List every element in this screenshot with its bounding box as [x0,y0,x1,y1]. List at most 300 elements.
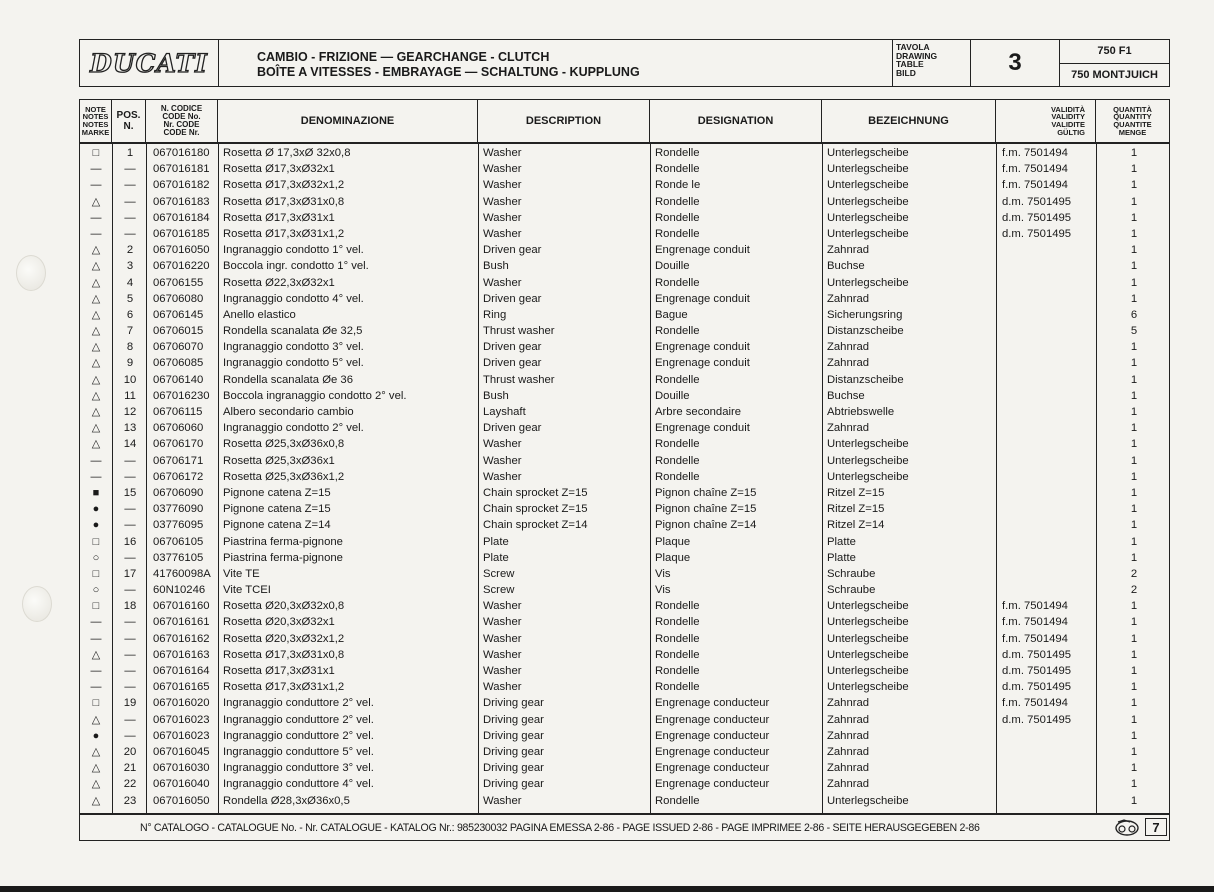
row-bezeichnung: Unterlegscheibe [827,681,909,694]
row-position: 11 [124,389,136,402]
row-part-code: 41760098A [153,567,211,580]
col-quantity-label: QUANTITE [1113,120,1152,129]
row-designation: Plaque [655,535,691,548]
row-denominazione: Pignone catena Z=14 [223,519,331,532]
row-note-symbol: — [90,632,102,645]
logo-cell [80,40,219,86]
row-denominazione: Ingranaggio conduttore 2° vel. [223,697,374,710]
row-position: 5 [126,292,134,305]
row-bezeichnung: Zahnrad [827,357,870,370]
title-line-1: CAMBIO - FRIZIONE — GEARCHANGE - CLUTCH [257,50,550,64]
page-title [219,40,893,86]
col-notes-label: NOTE [85,104,106,114]
row-description: Washer [483,179,522,192]
row-designation: Pignon chaîne Z=14 [655,519,757,532]
row-description: Washer [483,147,522,159]
row-part-code: 06706155 [153,276,204,289]
row-note-symbol: △ [91,389,101,402]
row-description: Screw [483,584,515,597]
row-validity: f.m. 7501494 [1002,163,1068,176]
col-code-label: N. CODICE [160,104,203,113]
row-description: Bush [483,389,509,402]
row-bezeichnung: Zahnrad [827,244,870,257]
row-part-code: 06706070 [153,341,204,354]
row-position: 18 [123,600,137,613]
row-description: Washer [483,438,522,451]
row-denominazione: Rosetta Ø20,3xØ32x1 [223,616,335,629]
row-bezeichnung: Sicherungsring [827,308,903,321]
row-position: — [124,551,136,564]
table-row [80,695,1169,711]
row-description: Washer [483,648,522,661]
row-description: Washer [483,632,522,645]
row-quantity: 1 [1130,147,1138,159]
row-position: 4 [126,276,134,289]
row-note-symbol: △ [91,745,101,758]
row-validity: d.m. 7501495 [1002,195,1072,208]
col-quantity-label: MENGE [1118,127,1147,137]
row-part-code: 067016161 [153,616,210,629]
row-position: 2 [126,244,134,257]
col-validity-label: VALIDITY [1051,112,1085,122]
row-quantity: 2 [1130,584,1138,597]
table-number: 3 [971,40,1060,86]
row-position: — [124,470,136,483]
table-row [80,679,1169,695]
row-bezeichnung: Buchse [827,260,865,273]
row-position: — [124,503,136,516]
header-rule [80,142,1169,144]
row-quantity: 1 [1130,341,1138,354]
row-part-code: 067016182 [153,179,210,192]
table-row [80,323,1169,339]
table-row [80,744,1169,760]
row-quantity: 1 [1130,211,1138,224]
row-position: — [124,616,136,629]
row-quantity: 1 [1130,729,1138,742]
table-row [80,534,1169,550]
row-denominazione: Albero secondario cambio [223,406,354,418]
row-description: Washer [483,163,522,176]
row-position: — [124,713,136,726]
row-bezeichnung: Unterlegscheibe [827,227,909,240]
row-description: Washer [483,276,522,289]
row-designation: Pignon chaîne Z=15 [655,486,757,499]
row-note-symbol: △ [91,244,101,257]
table-label-en: DRAWING [896,50,938,61]
row-note-symbol: △ [91,276,101,289]
row-designation: Bague [655,308,688,321]
row-bezeichnung: Zahnrad [827,745,870,758]
row-position: — [124,519,136,532]
row-designation: Engrenage conducteur [655,745,770,758]
row-denominazione: Vite TE [223,567,260,580]
row-note-symbol: — [90,227,102,240]
col-notes-label: NOTES [82,120,109,129]
row-denominazione: Ingranaggio condotto 3° vel. [223,341,364,354]
row-designation: Engrenage conducteur [655,762,770,775]
row-part-code: 067016040 [153,778,210,791]
row-position: — [124,648,136,661]
row-designation: Engrenage conduit [655,341,750,354]
row-part-code: 06706090 [153,486,204,499]
row-position: 19 [123,697,137,710]
row-bezeichnung: Unterlegscheibe [827,163,909,176]
row-position: — [124,665,136,677]
col-quantity [1096,100,1169,142]
row-designation: Rondelle [655,227,700,240]
row-designation: Pignon chaîne Z=15 [655,503,757,516]
table-row [80,436,1169,452]
row-note-symbol: △ [91,292,101,305]
col-denominazione: DENOMINAZIONE [218,100,478,142]
row-part-code: 06706105 [153,535,204,548]
row-position: 21 [123,762,137,775]
row-position: 7 [126,325,134,338]
row-description: Driven gear [483,292,542,305]
row-position: — [124,195,136,208]
row-bezeichnung: Platte [827,551,856,564]
row-description: Driven gear [483,341,542,354]
table-row [80,582,1169,598]
row-bezeichnung: Ritzel Z=14 [827,519,885,532]
row-description: Washer [483,616,522,629]
table-row [80,517,1169,533]
scan-edge [0,886,1214,892]
row-denominazione: Rondella scanalata Øe 32,5 [223,325,363,338]
table-row [80,258,1169,274]
catalog-header [79,39,1170,87]
row-designation: Rondelle [655,373,700,386]
row-part-code: 60N10246 [153,584,206,597]
row-denominazione: Ingranaggio conduttore 4° vel. [223,778,374,791]
row-part-code: 06706145 [153,308,204,321]
row-note-symbol: □ [92,697,100,710]
row-description: Chain sprocket Z=15 [483,503,588,516]
row-part-code: 06706060 [153,422,204,435]
row-denominazione: Ingranaggio conduttore 3° vel. [223,762,374,775]
table-label [893,40,971,86]
row-part-code: 06706080 [153,292,204,305]
row-bezeichnung: Platte [827,535,856,548]
row-designation: Rondelle [655,600,700,613]
row-designation: Vis [655,567,671,580]
row-part-code: 067016181 [153,163,210,176]
table-row [80,388,1169,404]
row-description: Washer [483,600,522,613]
row-note-symbol: — [90,179,102,192]
row-quantity: 1 [1130,486,1138,499]
col-pos-label: POS. [116,110,141,121]
catalog-footer-text: N° CATALOGO - CATALOGUE No. - Nr. CATALOGUE - KATALOG Nr.: 985230032 PAGINA EMESSA 2-86 - PAGE ISSUED 2-86 - PAGE IMPRIMEE 2-86 - SEITE HERAUSGEGEBEN 2-86 [140,822,980,834]
row-validity: d.m. 7501495 [1002,227,1072,240]
row-quantity: 1 [1130,616,1138,629]
table-row [80,161,1169,177]
row-note-symbol: — [90,211,102,224]
table-row [80,275,1169,291]
row-designation: Rondelle [655,163,700,176]
row-bezeichnung: Unterlegscheibe [827,276,909,289]
row-note-symbol: ■ [92,486,100,499]
row-validity: d.m. 7501495 [1002,665,1072,677]
col-code [146,100,218,142]
row-bezeichnung: Unterlegscheibe [827,600,909,613]
row-position: 16 [123,535,137,548]
row-quantity: 1 [1130,244,1138,257]
row-note-symbol: ● [92,729,100,742]
row-denominazione: Rosetta Ø17,3xØ32x1 [223,163,335,176]
row-denominazione: Pignone catena Z=15 [223,486,331,499]
row-denominazione: Rosetta Ø17,3xØ32x1,2 [223,179,345,192]
row-denominazione: Rosetta Ø17,3xØ31x1,2 [223,681,345,694]
row-note-symbol: — [90,454,102,467]
row-position: 17 [123,567,137,580]
row-position: 23 [123,794,137,807]
row-part-code: 067016180 [153,147,210,159]
model-cell [1060,40,1169,86]
row-note-symbol: △ [91,373,101,386]
row-part-code: 067016023 [153,729,210,742]
row-bezeichnung: Unterlegscheibe [827,648,909,661]
row-position: 15 [123,486,137,499]
row-note-symbol: △ [91,794,101,807]
row-part-code: 06706115 [153,406,203,418]
row-quantity: 1 [1130,535,1138,548]
row-designation: Rondelle [655,276,700,289]
row-validity: f.m. 7501494 [1002,147,1068,159]
model-montjuich: 750 MONTJUICH [1071,68,1158,81]
row-description: Driving gear [483,729,544,742]
row-designation: Plaque [655,551,691,564]
row-description: Driven gear [483,357,542,370]
row-denominazione: Rosetta Ø 17,3xØ 32x0,8 [223,147,351,159]
row-description: Washer [483,195,522,208]
row-quantity: 1 [1130,713,1138,726]
table-row [80,291,1169,307]
row-part-code: 06706171 [153,454,204,467]
row-quantity: 1 [1130,697,1138,710]
motorcycle-engine-icon [1113,818,1141,838]
row-bezeichnung: Schraube [827,584,876,597]
row-designation: Engrenage conduit [655,422,750,435]
row-part-code: 067016185 [153,227,210,240]
table-row [80,712,1169,728]
row-quantity: 1 [1130,292,1138,305]
row-part-code: 067016162 [153,632,210,645]
row-description: Driven gear [483,422,542,435]
row-note-symbol: — [90,163,102,176]
row-designation: Engrenage conducteur [655,713,770,726]
table-row [80,631,1169,647]
row-validity: d.m. 7501495 [1002,681,1072,694]
row-quantity: 1 [1130,195,1138,208]
row-quantity: 1 [1130,373,1138,386]
row-bezeichnung: Unterlegscheibe [827,616,909,629]
table-row [80,598,1169,614]
col-validity-label: GÜLTIG [1057,127,1085,137]
row-denominazione: Anello elastico [223,308,296,321]
row-denominazione: Rosetta Ø17,3xØ31x0,8 [223,195,345,208]
parts-table [79,99,1170,841]
row-position: — [124,632,136,645]
row-bezeichnung: Unterlegscheibe [827,211,909,224]
row-denominazione: Boccola ingr. condotto 1° vel. [223,260,369,273]
row-part-code: 06706085 [153,357,204,370]
row-position: 12 [123,406,137,418]
row-bezeichnung: Zahnrad [827,729,870,742]
row-denominazione: Pignone catena Z=15 [223,503,331,516]
row-note-symbol: — [90,470,102,483]
row-part-code: 067016230 [153,389,210,402]
row-part-code: 067016050 [153,244,210,257]
row-designation: Engrenage conduit [655,357,750,370]
row-designation: Vis [655,584,671,597]
row-position: — [124,179,136,192]
row-designation: Ronde le [655,179,701,192]
row-description: Chain sprocket Z=15 [483,486,588,499]
row-validity: f.m. 7501494 [1002,616,1068,629]
row-validity: d.m. 7501495 [1002,648,1072,661]
row-note-symbol: △ [91,762,101,775]
row-description: Driving gear [483,745,544,758]
col-designation: DESIGNATION [650,100,822,142]
col-validity-label: VALIDITÀ [1050,104,1085,114]
row-part-code: 067016160 [153,600,210,613]
row-denominazione: Ingranaggio conduttore 2° vel. [223,729,374,742]
row-position: — [124,227,136,240]
table-row [80,226,1169,242]
row-quantity: 1 [1130,632,1138,645]
row-part-code: 06706140 [153,373,204,386]
row-quantity: 1 [1130,422,1138,435]
row-quantity: 1 [1130,503,1138,516]
row-description: Washer [483,794,522,807]
row-designation: Rondelle [655,616,700,629]
row-quantity: 1 [1130,260,1138,273]
row-bezeichnung: Distanzscheibe [827,373,904,386]
page-number: 7 [1145,818,1167,836]
row-quantity: 5 [1130,325,1138,338]
row-note-symbol: △ [91,260,101,273]
row-denominazione: Rosetta Ø17,3xØ31x1 [223,211,335,224]
row-denominazione: Ingranaggio condotto 1° vel. [223,244,364,257]
row-denominazione: Ingranaggio condotto 5° vel. [223,357,364,370]
row-quantity: 1 [1130,745,1138,758]
table-label-de: BILD [896,67,916,78]
row-bezeichnung: Schraube [827,567,876,580]
row-denominazione: Ingranaggio conduttore 2° vel. [223,713,374,726]
table-row [80,372,1169,388]
row-note-symbol: — [90,616,102,629]
row-quantity: 1 [1130,357,1138,370]
row-quantity: 1 [1130,794,1138,807]
row-description: Bush [483,260,509,273]
row-description: Thrust washer [483,325,555,338]
row-quantity: 1 [1130,648,1138,661]
table-row [80,339,1169,355]
row-bezeichnung: Abtriebswelle [827,406,895,418]
col-notes-label: NOTES [82,112,109,122]
table-row [80,663,1169,679]
row-note-symbol: △ [91,713,101,726]
row-quantity: 1 [1130,665,1138,677]
row-designation: Engrenage conduit [655,292,750,305]
row-note-symbol: ○ [92,584,100,597]
col-validity-label: VALIDITE [1051,120,1085,129]
row-description: Layshaft [483,406,526,418]
row-description: Washer [483,454,522,467]
table-row [80,404,1169,420]
row-position: — [124,584,136,597]
row-bezeichnung: Unterlegscheibe [827,454,909,467]
row-quantity: 1 [1130,681,1138,694]
row-bezeichnung: Zahnrad [827,341,870,354]
row-denominazione: Rondella Ø28,3xØ36x0,5 [223,794,350,807]
row-bezeichnung: Unterlegscheibe [827,632,909,645]
row-description: Driven gear [483,244,542,257]
row-denominazione: Rosetta Ø22,3xØ32x1 [223,276,335,289]
row-bezeichnung: Buchse [827,389,865,402]
table-row [80,566,1169,582]
row-denominazione: Rosetta Ø20,3xØ32x0,8 [223,600,345,613]
table-row [80,355,1169,371]
row-bezeichnung: Zahnrad [827,778,870,791]
row-part-code: 067016163 [153,648,210,661]
row-quantity: 1 [1130,778,1138,791]
row-denominazione: Rosetta Ø17,3xØ31x1,2 [223,227,345,240]
col-notes [80,100,112,142]
binder-hole-bottom [22,586,52,622]
col-pos [112,100,146,142]
row-position: — [124,729,136,742]
row-part-code: 067016045 [153,745,210,758]
col-notes-label: MARKE [81,127,110,137]
col-code-label: Nr. CODE [163,120,200,129]
ducati-logo: DUCATI [90,48,208,78]
row-bezeichnung: Unterlegscheibe [827,470,909,483]
col-description: DESCRIPTION [478,100,650,142]
title-line-2: BOÎTE A VITESSES - EMBRAYAGE — SCHALTUNG - KUPPLUNG [257,65,640,79]
table-row [80,453,1169,469]
binder-hole-top [16,255,46,291]
row-designation: Rondelle [655,470,700,483]
col-code-label: CODE No. [162,112,201,121]
row-description: Washer [483,665,522,677]
model-f1: 750 F1 [1060,40,1169,64]
row-description: Plate [483,535,509,548]
table-row [80,420,1169,436]
row-validity: d.m. 7501495 [1002,211,1072,224]
row-description: Washer [483,470,522,483]
row-part-code: 03776095 [153,519,204,532]
row-bezeichnung: Unterlegscheibe [827,195,909,208]
row-part-code: 06706172 [153,470,204,483]
row-validity: f.m. 7501494 [1002,632,1068,645]
row-description: Driving gear [483,697,544,710]
row-bezeichnung: Distanzscheibe [827,325,904,338]
row-position: 6 [126,308,134,321]
table-row [80,194,1169,210]
row-part-code: 067016165 [153,681,210,694]
row-note-symbol: △ [91,438,101,451]
row-quantity: 1 [1130,227,1138,240]
row-designation: Arbre secondaire [655,406,742,418]
row-note-symbol: △ [91,422,101,435]
row-designation: Rondelle [655,681,700,694]
row-denominazione: Rosetta Ø17,3xØ31x0,8 [223,648,345,661]
row-note-symbol: △ [91,308,101,321]
row-description: Driving gear [483,762,544,775]
